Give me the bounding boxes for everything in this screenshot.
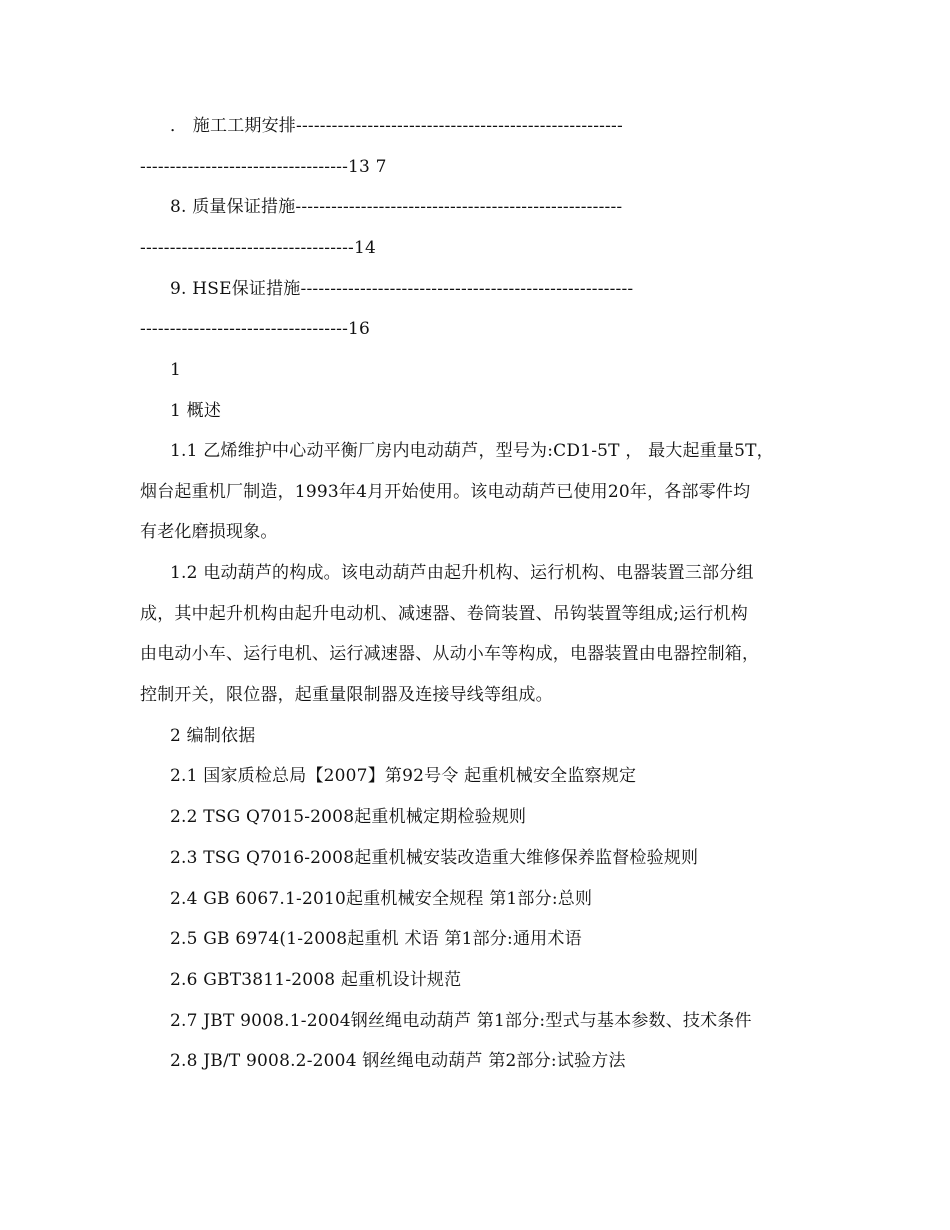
paragraph-1-2-line-3: 由电动小车、运行电机、运行减速器、从动小车等构成，电器装置由电器控制箱， (140, 644, 760, 664)
reference-item: 2.3 TSG Q7016-2008起重机械安装改造重大维修保养监督检验规则 (170, 848, 699, 868)
reference-item: 2.8 JB/T 9008.2-2004 钢丝绳电动葫芦 第2部分:试验方法 (170, 1051, 626, 1071)
reference-item: 2.1 国家质检总局【2007】第92号令 起重机械安全监察规定 (170, 766, 637, 786)
reference-item: 2.4 GB 6067.1-2010起重机械安全规程 第1部分:总则 (170, 889, 593, 909)
reference-item: 2.7 JBT 9008.1-2004钢丝绳电动葫芦 第1部分:型式与基本参数、技术条件 (170, 1011, 752, 1031)
reference-item: 2.2 TSG Q7015-2008起重机械定期检验规则 (170, 807, 527, 827)
toc-entry-7-line-1: ． 施工工期安排------------------------------------------------------- (170, 116, 623, 136)
paragraph-1-1-line-2: 烟台起重机厂制造，1993年4月开始使用。该电动葫芦已使用20年，各部零件均 (140, 482, 751, 502)
paragraph-1-1-line-1: 1.1 乙烯维护中心动平衡厂房内电动葫芦，型号为:CD1-5T ， 最大起重量5T， (170, 441, 774, 461)
toc-entry-8-line-1: 8. 质量保证措施------------------------------------------------------- (170, 197, 623, 217)
page-number: 1 (170, 360, 182, 380)
toc-entry-9-line-1: 9. HSE保证措施-------------------------------------------------------- (170, 279, 634, 299)
paragraph-1-2-line-4: 控制开关，限位器，起重量限制器及连接导线等组成。 (140, 685, 553, 705)
section-1-heading: 1 概述 (170, 401, 222, 421)
reference-item: 2.6 GBT3811-2008 起重机设计规范 (170, 970, 462, 990)
toc-entry-9-line-2: -----------------------------------16 (140, 319, 371, 339)
paragraph-1-1-line-3: 有老化磨损现象。 (140, 522, 278, 542)
paragraph-1-2-line-1: 1.2 电动葫芦的构成。该电动葫芦由起升机构、运行机构、电器装置三部分组 (170, 563, 754, 583)
section-2-heading: 2 编制依据 (170, 726, 256, 746)
reference-item: 2.5 GB 6974(1-2008起重机 术语 第1部分:通用术语 (170, 929, 582, 949)
toc-entry-7-line-2: -----------------------------------13 7 (140, 157, 387, 177)
paragraph-1-2-line-2: 成，其中起升机构由起升电动机、减速器、卷筒装置、吊钩装置等组成;运行机构 (140, 604, 748, 624)
toc-entry-8-line-2: ------------------------------------14 (140, 238, 377, 258)
